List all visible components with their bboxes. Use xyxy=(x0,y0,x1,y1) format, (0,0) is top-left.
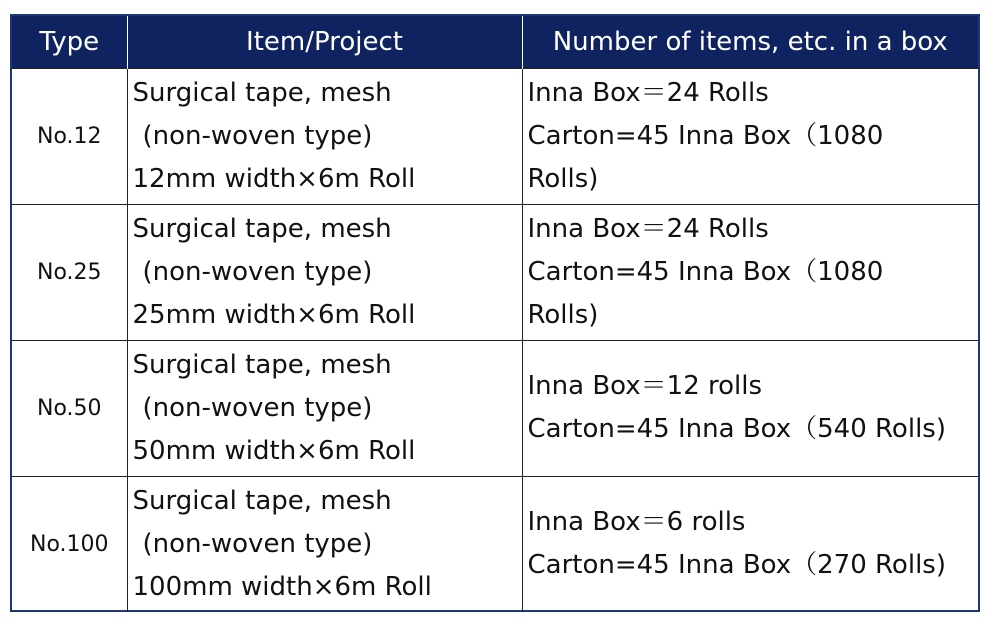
item-line: (non-woven type) xyxy=(142,392,373,423)
box-cell xyxy=(522,340,978,476)
table-header xyxy=(12,16,978,68)
item-cell xyxy=(127,476,522,612)
item-line: (non-woven type) xyxy=(142,120,373,151)
type-cell: No.25 xyxy=(12,204,127,340)
packaging-table xyxy=(12,16,978,612)
item-line: 100mm width×6m Roll xyxy=(132,571,432,602)
item-line: Surgical tape, mesh xyxy=(132,349,392,380)
type-cell: No.100 xyxy=(12,476,127,612)
table-row xyxy=(12,476,978,612)
item-line: Surgical tape, mesh xyxy=(132,77,392,108)
box-line: Inna Box＝24 Rolls xyxy=(527,77,769,108)
box-cell xyxy=(522,476,978,612)
box-line: Carton=45 Inna Box（540 Rolls) xyxy=(527,414,946,444)
item-line: (non-woven type) xyxy=(142,528,373,559)
box-cell xyxy=(522,68,978,204)
table-row xyxy=(12,340,978,476)
box-cell xyxy=(522,204,978,340)
item-line: 25mm width×6m Roll xyxy=(132,299,416,330)
box-line: Rolls) xyxy=(527,299,599,330)
table-body xyxy=(12,68,978,612)
type-cell: No.50 xyxy=(12,340,127,476)
item-line: Surgical tape, mesh xyxy=(132,485,392,516)
header-type: Type xyxy=(12,16,127,68)
item-line: Surgical tape, mesh xyxy=(132,213,392,244)
item-line: 12mm width×6m Roll xyxy=(132,163,416,194)
box-line: Rolls) xyxy=(527,163,599,194)
table-row xyxy=(12,68,978,204)
header-row xyxy=(12,16,978,68)
box-line: Inna Box＝6 rolls xyxy=(527,507,746,538)
header-box: Number of items, etc. in a box xyxy=(522,16,978,68)
box-line: Inna Box＝24 Rolls xyxy=(527,213,769,244)
product-table xyxy=(10,14,980,612)
box-line: Carton=45 Inna Box（270 Rolls) xyxy=(527,550,946,581)
item-cell xyxy=(127,204,522,340)
item-line: 50mm width×6m Roll xyxy=(132,435,416,466)
table-row xyxy=(12,204,978,340)
item-line: (non-woven type) xyxy=(142,256,373,287)
box-line: Carton=45 Inna Box（1080 xyxy=(527,120,884,151)
box-line: Inna Box＝12 rolls xyxy=(527,371,763,401)
type-cell: No.12 xyxy=(12,68,127,204)
item-cell xyxy=(127,340,522,476)
header-item: Item/Project xyxy=(127,16,522,68)
item-cell xyxy=(127,68,522,204)
box-line: Carton=45 Inna Box（1080 xyxy=(527,256,884,287)
